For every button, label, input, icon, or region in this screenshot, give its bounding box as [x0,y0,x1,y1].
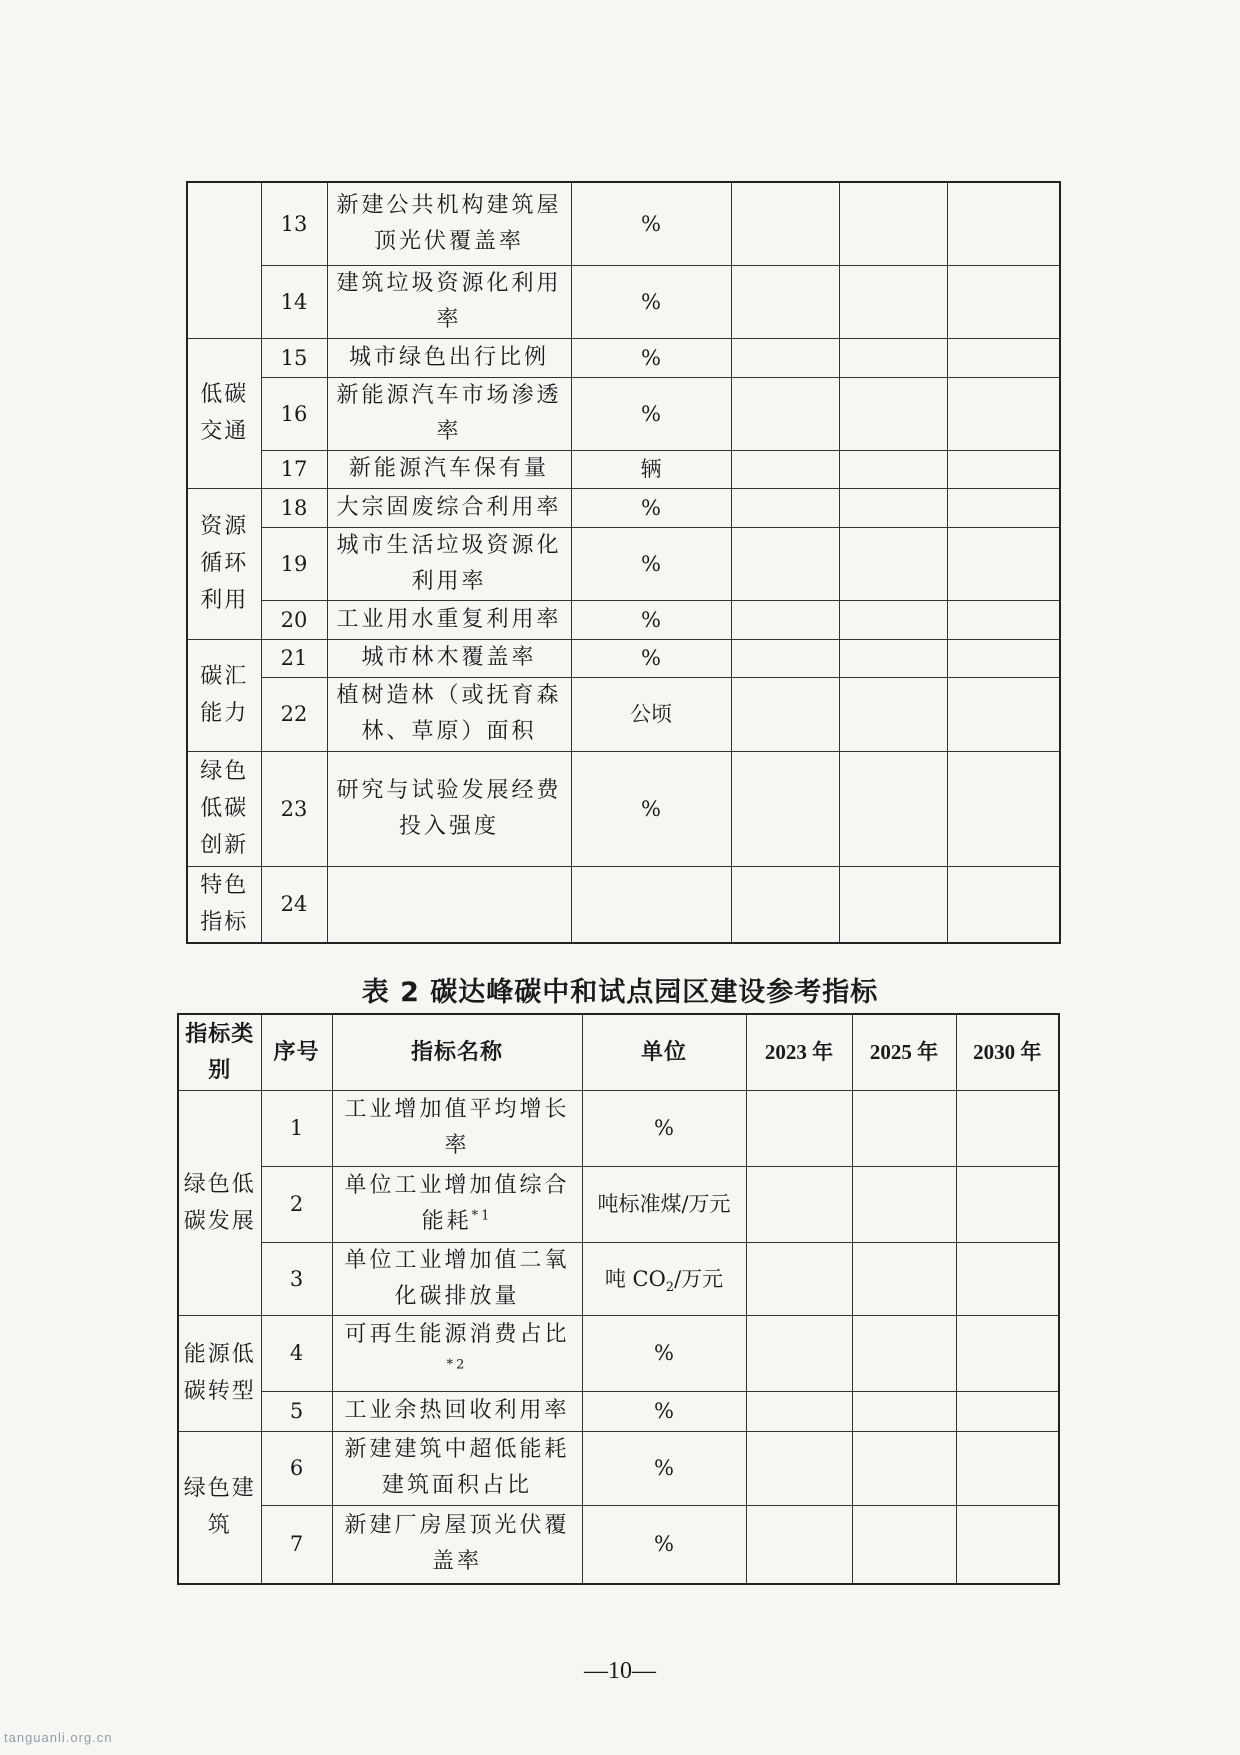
header-2030: 2030 年 [956,1014,1059,1090]
table-row [187,866,1060,943]
row-number: 17 [261,450,327,488]
indicator-unit: % [571,182,731,265]
table-row [178,1242,1059,1315]
row-number: 1 [261,1090,332,1166]
indicator-name [327,866,571,943]
indicator-name: 单位工业增加值综合能耗$^{*1}$ [332,1166,582,1242]
row-number: 19 [261,527,327,600]
header-seq: 序号 [261,1014,332,1090]
indicator-name: 工业余热回收利用率 [332,1391,582,1431]
category-green-innovation: 绿色低碳创新 [187,751,261,866]
indicator-name: 单位工业增加值二氧化碳排放量 [332,1242,582,1315]
category-green-development: 绿色低碳发展 [178,1090,261,1315]
page-number: —10— [584,1658,656,1684]
table-row [187,488,1060,527]
indicator-unit: % [582,1431,746,1505]
table-row [187,450,1060,488]
indicator-name: 新能源汽车市场渗透率 [327,377,571,450]
row-number: 4 [261,1315,332,1391]
indicator-unit: 吨 $CO_2/$万元 [582,1242,746,1315]
table-row [187,338,1060,377]
table-row [178,1391,1059,1431]
category-special: 特色指标 [187,866,261,943]
indicator-name: 城市生活垃圾资源化利用率 [327,527,571,600]
table-row [178,1431,1059,1505]
indicator-name: 工业增加值平均增长率 [332,1090,582,1166]
indicator-name: 可再生能源消费占比$^{*2}$ [332,1315,582,1391]
table-row [178,1505,1059,1584]
row-number: 13 [261,182,327,265]
watermark: tanguanli.org.cn [4,1730,113,1745]
indicator-unit: % [582,1090,746,1166]
indicator-name: 新建建筑中超低能耗建筑面积占比 [332,1431,582,1505]
indicator-name: 新建公共机构建筑屋顶光伏覆盖率 [327,182,571,265]
indicator-unit: % [571,527,731,600]
category-low-carbon-transport: 低碳交通 [187,338,261,488]
indicator-name: 新能源汽车保有量 [327,450,571,488]
table-row [187,600,1060,639]
indicator-unit: % [582,1315,746,1391]
indicator-name: 研究与试验发展经费投入强度 [327,751,571,866]
header-unit: 单位 [582,1014,746,1090]
table-row [178,1090,1059,1166]
table-row [187,182,1060,265]
row-number: 6 [261,1431,332,1505]
row-number: 2 [261,1166,332,1242]
value-2023 [731,182,839,265]
row-number: 7 [261,1505,332,1584]
indicator-name: 新建厂房屋顶光伏覆盖率 [332,1505,582,1584]
indicator-name: 城市林木覆盖率 [327,639,571,677]
table-header-row [178,1014,1059,1090]
indicator-unit [571,866,731,943]
indicator-name: 大宗固废综合利用率 [327,488,571,527]
row-number: 22 [261,677,327,751]
indicator-unit: % [571,600,731,639]
row-number: 24 [261,866,327,943]
table-row [187,677,1060,751]
indicator-name: 城市绿色出行比例 [327,338,571,377]
indicator-unit: % [571,639,731,677]
category-energy-transition: 能源低碳转型 [178,1315,261,1431]
footnote-marker: *2 [446,1357,468,1373]
header-name: 指标名称 [332,1014,582,1090]
row-number: 20 [261,600,327,639]
row-number: 15 [261,338,327,377]
table-row [187,527,1060,600]
row-number: 18 [261,488,327,527]
indicator-unit: % [571,488,731,527]
table-2-title: 表 2 碳达峰碳中和试点园区建设参考指标 [361,977,879,1008]
row-number: 5 [261,1391,332,1431]
header-2023: 2023 年 [746,1014,852,1090]
indicator-unit: % [571,338,731,377]
row-number: 16 [261,377,327,450]
category-green-building: 绿色建筑 [178,1431,261,1584]
indicator-table-continued [186,181,1061,944]
row-number: 3 [261,1242,332,1315]
indicator-name: 工业用水重复利用率 [327,600,571,639]
value-2025 [839,182,947,265]
row-number: 23 [261,751,327,866]
table-row [187,377,1060,450]
value-2030 [947,182,1060,265]
park-indicator-table [177,1013,1060,1585]
table-row [178,1315,1059,1391]
table-row [187,639,1060,677]
indicator-unit: 吨标准煤/万元 [582,1166,746,1242]
header-category: 指标类别 [178,1014,261,1090]
row-number: 14 [261,265,327,338]
indicator-unit: % [582,1505,746,1584]
table-row [187,751,1060,866]
category-resource-recycling: 资源循环利用 [187,488,261,639]
row-number: 21 [261,639,327,677]
indicator-unit: % [571,751,731,866]
indicator-unit: % [571,265,731,338]
indicator-unit: 公顷 [571,677,731,751]
indicator-name: 建筑垃圾资源化利用率 [327,265,571,338]
indicator-unit: % [582,1391,746,1431]
header-2025: 2025 年 [852,1014,956,1090]
indicator-name: 植树造林（或抚育森林、草原）面积 [327,677,571,751]
indicator-unit: % [571,377,731,450]
category-carbon-sink: 碳汇能力 [187,639,261,751]
table-row [178,1166,1059,1242]
indicator-unit: 辆 [571,450,731,488]
footnote-marker: *1 [471,1208,493,1224]
table-row [187,265,1060,338]
category-cell-empty [187,182,261,338]
